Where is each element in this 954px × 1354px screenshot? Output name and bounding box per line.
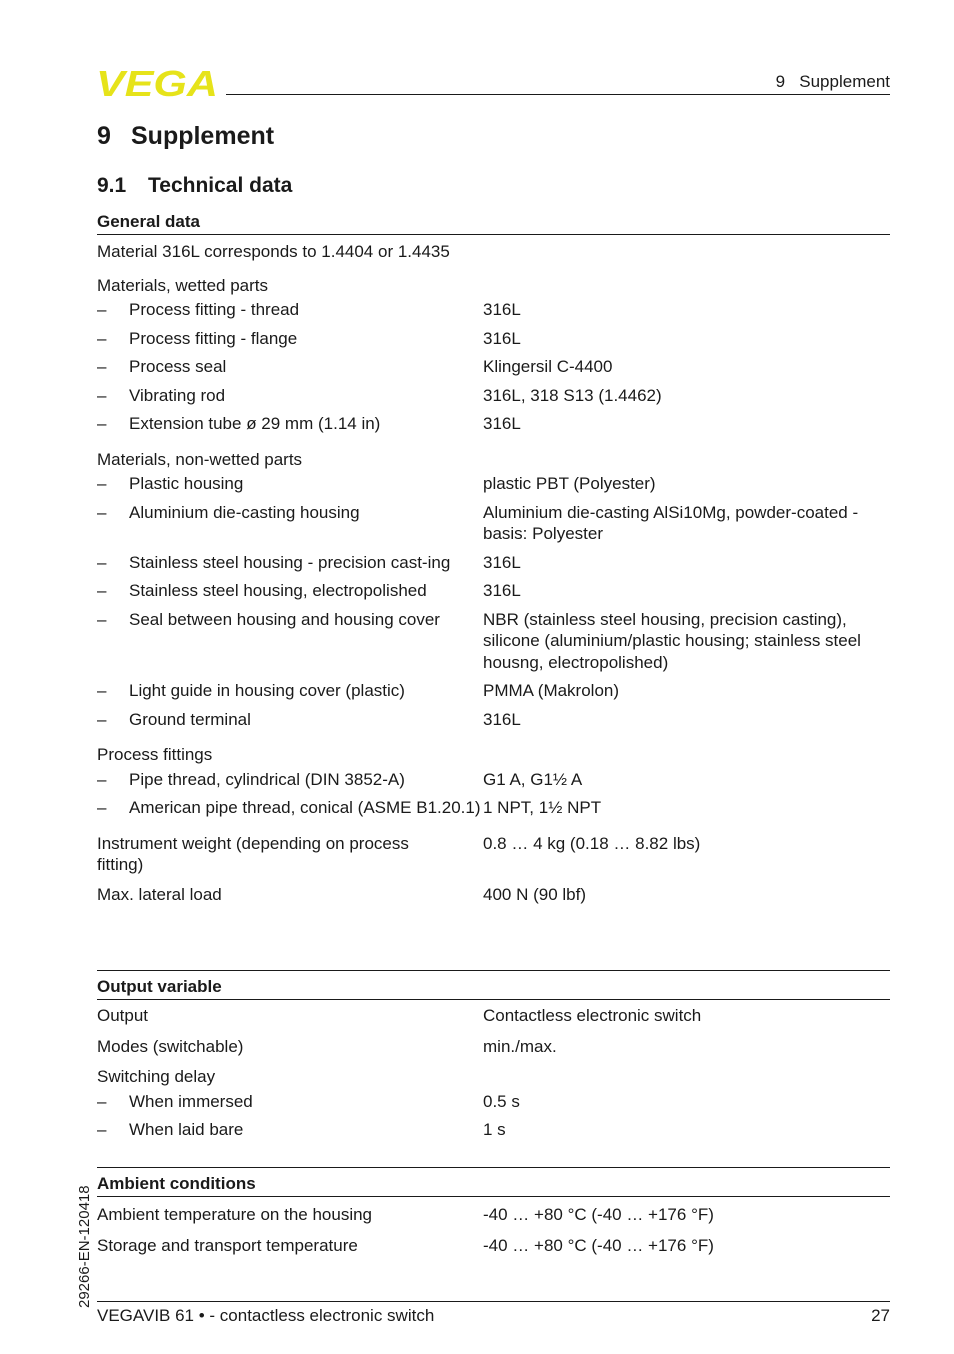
- bullet-dash: –: [97, 474, 107, 493]
- bullet-dash: –: [97, 798, 107, 817]
- spec-label: Pipe thread, cylindrical (DIN 3852-A): [129, 769, 405, 789]
- bullet-dash: –: [97, 357, 107, 376]
- spec-label: Process fitting - thread: [129, 300, 300, 319]
- spec-row: [97, 413, 890, 435]
- spec-row-weight: [97, 833, 890, 876]
- running-title: 9 Supplement: [775, 72, 890, 91]
- non-wetted-parts-list: [97, 473, 890, 730]
- switching-delay-heading: Switching delay: [97, 1067, 216, 1086]
- spec-label: Plastic housing: [129, 474, 244, 493]
- ambient-conditions-block: [97, 1167, 890, 1256]
- chapter-number: 9: [97, 122, 111, 150]
- spec-value: 316L: [483, 552, 521, 572]
- chapter-title: Supplement: [131, 122, 275, 150]
- bullet-dash: –: [97, 609, 107, 629]
- spec-row: [97, 473, 890, 495]
- page-number: 27: [871, 1306, 890, 1325]
- spec-row: [97, 328, 890, 350]
- spec-row: [97, 580, 890, 602]
- spec-row-output: [97, 1005, 890, 1027]
- vega-logo: [96, 66, 220, 98]
- spec-value: Aluminium die-casting AlSi10Mg, powder-coated - basis: Polyester: [483, 502, 859, 543]
- section-number: 9.1: [97, 174, 127, 197]
- spec-row: [97, 356, 890, 378]
- spec-value: Klingersil C-4400: [483, 357, 613, 376]
- spec-value: Contactless electronic switch: [483, 1006, 702, 1025]
- bullet-dash: –: [97, 552, 107, 572]
- spec-value: NBR (stainless steel housing, precision casting), silicone (aluminium/plastic housing; stainless steel housng, electropolished): [483, 609, 861, 672]
- spec-label: American pipe thread, conical (ASME B1.20.1): [129, 798, 481, 817]
- spec-value: 400 N (90 lbf): [483, 884, 586, 904]
- ambient-conditions-title: Ambient conditions: [97, 1174, 890, 1197]
- spec-label: Ambient temperature on the housing: [97, 1205, 373, 1224]
- spec-label: When immersed: [129, 1091, 253, 1111]
- spec-value: -40 … +80 °C (-40 … +176 °F): [483, 1205, 714, 1224]
- document-code: [28, 1158, 93, 1308]
- spec-row: [97, 1235, 890, 1257]
- spec-value: -40 … +80 °C (-40 … +176 °F): [483, 1235, 714, 1255]
- spec-value: 316L: [483, 414, 521, 433]
- general-data-block: [97, 212, 890, 905]
- process-fittings-heading: Process fittings: [97, 745, 213, 764]
- bullet-dash: –: [97, 328, 107, 348]
- spec-value: 0.8 … 4 kg (0.18 … 8.82 lbs): [483, 833, 701, 853]
- spec-value: 1 NPT, 1½ NPT: [483, 798, 602, 817]
- spec-label: Process fitting - flange: [129, 328, 298, 348]
- spec-label: Modes (switchable): [97, 1036, 244, 1056]
- spec-value: PMMA (Makrolon): [483, 681, 620, 700]
- spec-label: When laid bare: [129, 1120, 244, 1139]
- non-wetted-parts-heading: Materials, non-wetted parts: [97, 449, 303, 469]
- spec-value: 316L: [483, 328, 521, 348]
- output-variable-title: Output variable: [97, 977, 890, 1000]
- spec-value: 0.5 s: [483, 1091, 520, 1111]
- wetted-parts-heading: Materials, wetted parts: [97, 275, 269, 295]
- spec-label: Storage and transport temperature: [97, 1235, 358, 1255]
- wetted-parts-list: [97, 299, 890, 435]
- chapter-heading: [97, 122, 274, 151]
- bullet-dash: –: [97, 300, 107, 319]
- section-title: Technical data: [148, 174, 293, 197]
- bullet-dash: –: [97, 769, 107, 789]
- spec-row: [97, 769, 890, 791]
- footer-document-title: VEGAVIB 61 • - contactless electronic switch: [97, 1306, 435, 1325]
- bullet-dash: –: [97, 1091, 107, 1111]
- spec-row: [97, 552, 890, 574]
- footer-rule: [97, 1301, 890, 1302]
- bullet-dash: –: [97, 681, 107, 700]
- spec-label: Seal between housing and housing cover: [129, 609, 440, 629]
- spec-label: Vibrating rod: [129, 385, 226, 405]
- spec-value: G1 A, G1½ A: [483, 769, 583, 789]
- spec-value: 316L: [483, 300, 521, 319]
- spec-label: Extension tube ø 29 mm (1.14 in): [129, 414, 381, 433]
- spec-row: [97, 299, 890, 321]
- spec-label: Light guide in housing cover (plastic): [129, 681, 405, 700]
- bullet-dash: –: [97, 709, 107, 729]
- bullet-dash: –: [97, 1120, 107, 1139]
- spec-label: Stainless steel housing, electropolished: [129, 581, 427, 600]
- material-note: Material 316L corresponds to 1.4404 or 1.4435: [97, 242, 450, 261]
- spec-label: Aluminium die-casting housing: [129, 502, 360, 522]
- spec-value: 316L, 318 S13 (1.4462): [483, 385, 662, 405]
- spec-label: Process seal: [129, 357, 227, 376]
- spec-row: [97, 609, 890, 674]
- spec-label: Ground terminal: [129, 709, 251, 729]
- spec-row-lateral-load: [97, 884, 890, 906]
- spec-value: plastic PBT (Polyester): [483, 474, 656, 493]
- spec-label: Instrument weight (depending on process fitting): [97, 833, 409, 874]
- document-code-text: 29266-EN-120418: [76, 1185, 93, 1308]
- spec-row: [97, 797, 890, 819]
- spec-row: [97, 1119, 890, 1141]
- spec-value: 316L: [483, 709, 521, 729]
- section-heading: [97, 174, 292, 198]
- spec-label: Max. lateral load: [97, 884, 222, 904]
- logo-text: VEGA: [96, 66, 218, 98]
- spec-row: [97, 1204, 890, 1226]
- spec-value: 316L: [483, 581, 521, 600]
- bullet-dash: –: [97, 414, 107, 433]
- header-rule: [226, 94, 890, 95]
- bullet-dash: –: [97, 502, 107, 522]
- spec-value: 1 s: [483, 1120, 506, 1139]
- spec-row: [97, 680, 890, 702]
- output-variable-block: [97, 970, 890, 1141]
- spec-row: [97, 709, 890, 731]
- spec-label: Stainless steel housing - precision cast-ing: [129, 552, 451, 572]
- spec-row: [97, 502, 890, 545]
- spec-label: Output: [97, 1006, 149, 1025]
- general-data-title: General data: [97, 212, 890, 235]
- ambient-conditions-list: [97, 1204, 890, 1256]
- switching-delay-list: [97, 1091, 890, 1141]
- spec-row: [97, 385, 890, 407]
- process-fittings-list: [97, 769, 890, 819]
- spec-row: [97, 1091, 890, 1113]
- spec-row-modes: [97, 1036, 890, 1058]
- spec-value: min./max.: [483, 1036, 557, 1056]
- bullet-dash: –: [97, 581, 107, 600]
- bullet-dash: –: [97, 385, 107, 405]
